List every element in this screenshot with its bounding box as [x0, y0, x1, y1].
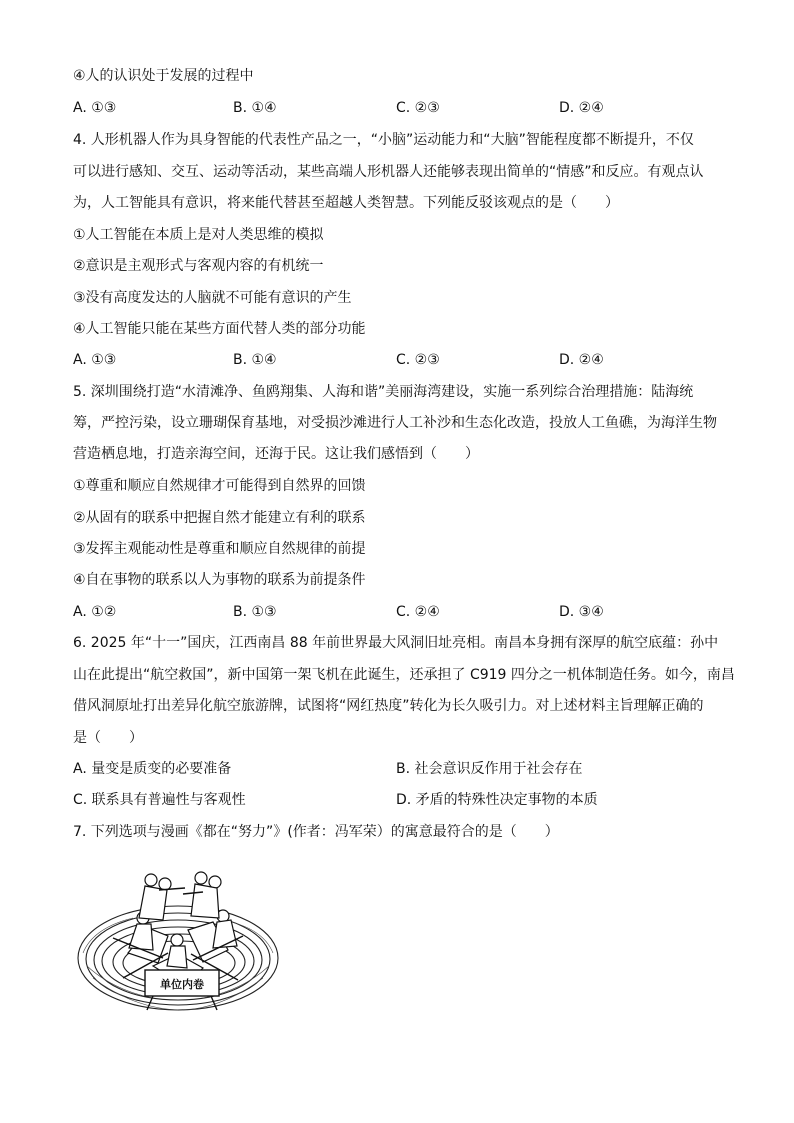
q6-stem-line-3: 借风洞原址打出差异化航空旅游牌，试图将“网红热度”转化为长久吸引力。对上述材料主旨理解正确的 — [73, 698, 704, 714]
cartoon-sign-text: 单位内卷 — [160, 978, 204, 991]
cartoon-illustration — [73, 858, 293, 1028]
q5-item-3: ③发挥主观能动性是尊重和顺应自然规律的前提 — [73, 541, 366, 557]
q6-option-d[interactable]: D. 矛盾的特殊性决定事物的本质 — [396, 792, 598, 808]
q4-option-b[interactable]: B. ①④ — [233, 352, 277, 368]
q5-option-b[interactable]: B. ①③ — [233, 604, 277, 620]
q6-option-a[interactable]: A. 量变是质变的必要准备 — [73, 761, 232, 777]
q4-item-3: ③没有高度发达的人脑就不可能有意识的产生 — [73, 290, 352, 306]
q5-item-2: ②从固有的联系中把握自然才能建立有利的联系 — [73, 510, 366, 526]
q3-options — [73, 99, 733, 117]
q4-option-c[interactable]: C. ②③ — [396, 352, 440, 368]
q5-item-4: ④自在事物的联系以人为事物的联系为前提条件 — [73, 572, 366, 588]
q6-stem-line-1: 6. 2025 年“十一”国庆，江西南昌 88 年前世界最大风洞旧址亮相。南昌本身拥有深厚的航空底蕴：孙中 — [73, 635, 719, 651]
q6-options-row-2 — [73, 791, 733, 809]
q4-stem-line-2: 可以进行感知、交互、运动等活动，某些高端人形机器人还能够表现出简单的“情感”和反应。有观点认 — [73, 164, 704, 180]
q6-options-row-1 — [73, 760, 733, 778]
q3-option-c[interactable]: C. ②③ — [396, 100, 440, 116]
q5-stem-line-3: 营造栖息地，打造亲海空间，还海于民。这让我们感悟到（ ） — [73, 446, 479, 462]
q4-option-a[interactable]: A. ①③ — [73, 352, 117, 368]
q4-stem-line-1: 4. 人形机器人作为具身智能的代表性产品之一，“小脑”运动能力和“大脑”智能程度都不断提升，不仅 — [73, 132, 694, 148]
q4-options — [73, 351, 733, 369]
q5-options — [73, 603, 733, 621]
q4-option-d[interactable]: D. ②④ — [559, 352, 604, 368]
q5-option-a[interactable]: A. ①② — [73, 604, 117, 620]
q4-item-1: ①人工智能在本质上是对人类思维的模拟 — [73, 227, 324, 243]
q5-item-1: ①尊重和顺应自然规律才可能得到自然界的回馈 — [73, 478, 366, 494]
q4-stem-line-3: 为，人工智能具有意识，将来能代替甚至超越人类智慧。下列能反驳该观点的是（ ） — [73, 195, 619, 211]
q7-stem: 7. 下列选项与漫画《都在“努力”》(作者：冯军荣）的寓意最符合的是（ ） — [73, 824, 559, 840]
q5-option-d[interactable]: D. ③④ — [559, 604, 604, 620]
q5-stem-line-1: 5. 深圳围绕打造“水清滩净、鱼鸥翔集、人海和谐”美丽海湾建设，实施一系列综合治理措施：陆海统 — [73, 384, 694, 400]
q5-option-c[interactable]: C. ②④ — [396, 604, 440, 620]
q3-option-d[interactable]: D. ②④ — [559, 100, 604, 116]
q6-option-b[interactable]: B. 社会意识反作用于社会存在 — [396, 761, 583, 777]
q3-option-b[interactable]: B. ①④ — [233, 100, 277, 116]
q6-stem-line-2: 山在此提出“航空救国”，新中国第一架飞机在此诞生，还承担了 C919 四分之一机体制造任务。如今，南昌 — [73, 667, 735, 683]
q4-item-2: ②意识是主观形式与客观内容的有机统一 — [73, 258, 324, 274]
q3-option-a[interactable]: A. ①③ — [73, 100, 117, 116]
q5-stem-line-2: 筹，严控污染，设立珊瑚保育基地，对受损沙滩进行人工补沙和生态化改造，投放人工鱼礁，为海洋生物 — [73, 415, 717, 431]
q6-option-c[interactable]: C. 联系具有普遍性与客观性 — [73, 792, 246, 808]
q4-item-4: ④人工智能只能在某些方面代替人类的部分功能 — [73, 321, 366, 337]
q6-stem-line-4: 是（ ） — [73, 730, 143, 746]
q3-item-4: ④人的认识处于发展的过程中 — [73, 68, 254, 84]
